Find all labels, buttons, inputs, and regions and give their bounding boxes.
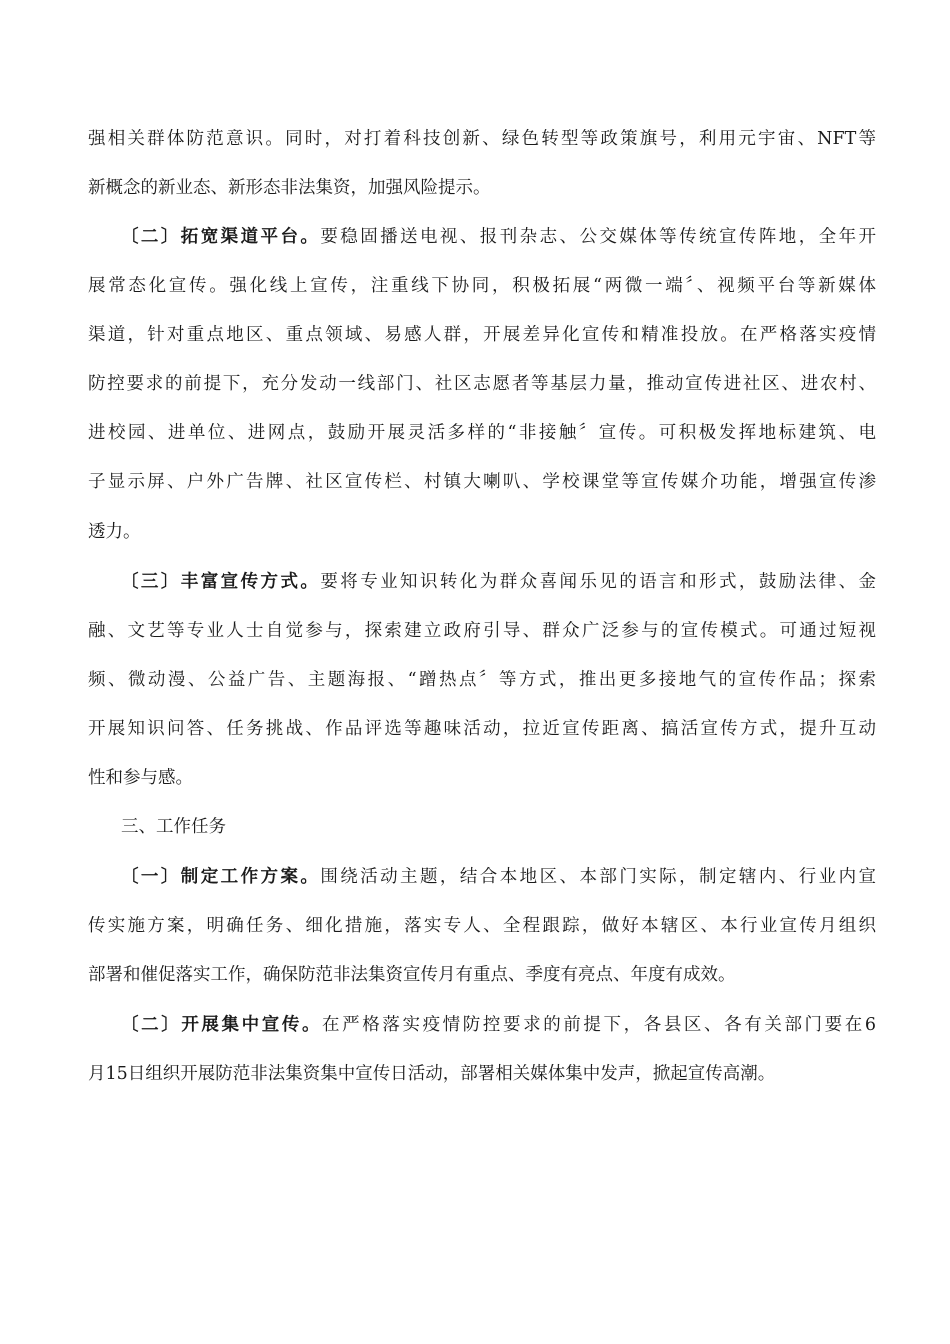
methods-line-2: 融、文艺等专业人士自觉参与，探索建立政府引导、群众广泛参与的宣传模式。可通过短视	[88, 621, 876, 641]
plan-line-3: 部署和催促落实工作，确保防范非法集资宣传月有重点、季度有亮点、年度有成效。	[88, 965, 736, 985]
methods-line-text: 要将专业知识转化为群众喜闻乐见的语言和形式，鼓励法律、金	[320, 572, 877, 592]
campaign-paragraph-title: 〔二〕开展集中宣传。	[121, 1015, 323, 1035]
channels-line-3: 渠道，针对重点地区、重点领域、易感人群，开展差异化宣传和精准投放。在严格落实疫情	[88, 325, 876, 345]
channels-line-4: 防控要求的前提下，充分发动一线部门、社区志愿者等基层力量，推动宣传进社区、进农村、	[88, 374, 876, 394]
intro-line-2: 新概念的新业态、新形态非法集资，加强风险提示。	[88, 178, 491, 198]
channels-line-7: 透力。	[88, 522, 141, 542]
campaign-line-text: 在严格落实疫情防控要求的前提下，各县区、各有关部门要在6	[322, 1015, 876, 1035]
plan-paragraph-title: 〔一〕制定工作方案。	[121, 867, 321, 887]
plan-paragraph-line-1	[121, 865, 876, 889]
channels-line-5: 进校园、进单位、进网点，鼓励开展灵活多样的“非接触〞宣传。可积极发挥地标建筑、电	[88, 423, 876, 443]
intro-line-1: 强相关群体防范意识。同时，对打着科技创新、绿色转型等政策旗号，利用元宇宙、NFT等	[88, 129, 876, 149]
channels-line-6: 子显示屏、户外广告牌、社区宣传栏、村镇大喇叭、学校课堂等宣传媒介功能，增强宣传渗	[88, 472, 876, 492]
channels-paragraph-title: 〔二〕拓宽渠道平台。	[121, 227, 321, 247]
channels-line-text: 要稳固播送电视、报刊杂志、公交媒体等传统宣传阵地，全年开	[320, 227, 877, 247]
methods-line-4: 开展知识问答、任务挑战、作品评选等趣味活动，拉近宣传距离、搞活宣传方式，提升互动	[88, 719, 876, 739]
methods-paragraph-title: 〔三〕丰富宣传方式。	[121, 572, 321, 592]
channels-line-2: 展常态化宣传。强化线上宣传，注重线下协同，积极拓展“两微一端〞、视频平台等新媒体	[88, 276, 876, 296]
campaign-paragraph-line-1	[121, 1013, 876, 1037]
plan-line-text: 围绕活动主题，结合本地区、本部门实际，制定辖内、行业内宣	[320, 867, 877, 887]
methods-line-3: 频、微动漫、公益广告、主题海报、“蹭热点〞等方式，推出更多接地气的宣传作品；探索	[88, 670, 876, 690]
campaign-line-2: 月15日组织开展防范非法集资集中宣传日活动，部署相关媒体集中发声，掀起宣传高潮。	[88, 1064, 776, 1084]
section-heading: 三、工作任务	[121, 817, 226, 837]
channels-paragraph-line-1	[121, 225, 876, 249]
methods-paragraph-line-1	[121, 570, 876, 594]
plan-line-2: 传实施方案，明确任务、细化措施，落实专人、全程跟踪，做好本辖区、本行业宣传月组织	[88, 916, 876, 936]
methods-line-5: 性和参与感。	[88, 768, 193, 788]
